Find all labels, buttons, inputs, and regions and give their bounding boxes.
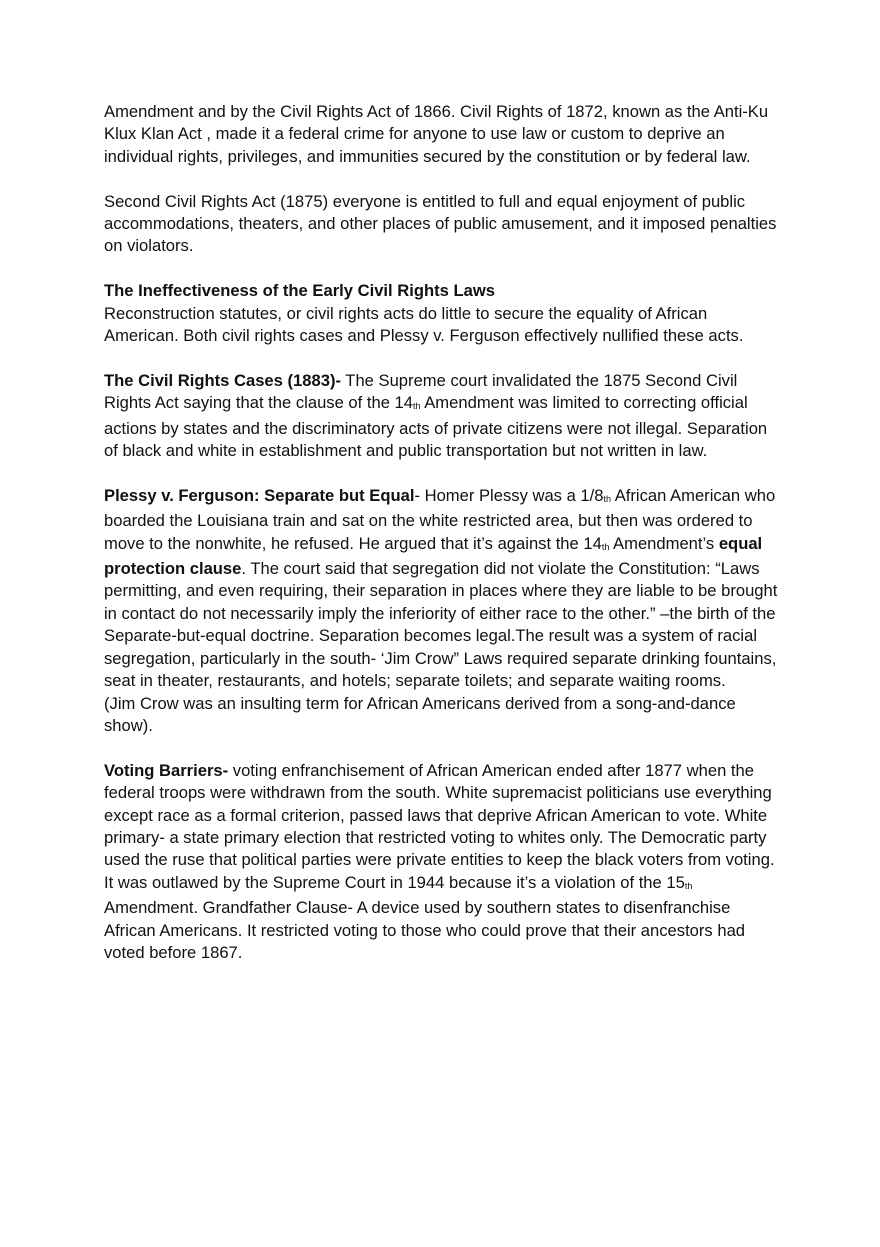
paragraph-text: Amendment was limited to correcting official actions by states and the discriminatory acts of private citizens were not illegal. Separation of black and white in establishment and public transportation but not written in law. [104, 393, 768, 461]
document-body [104, 101, 784, 964]
section-heading: The Civil Rights Cases (1883)- [104, 370, 341, 390]
paragraph-civil-rights-acts [104, 101, 784, 168]
paragraph-text: Amendment. Grandfather Clause- A device used by southern states to disenfranchise African Americans. It restricted voting to those who could prove that their ancestors had voted before 1867. [104, 898, 746, 962]
ordinal-suffix: th [603, 493, 612, 504]
section-heading: Plessy v. Ferguson: Separate but Equal [104, 485, 415, 505]
ordinal-suffix: th [413, 401, 421, 412]
paragraph-text: The Supreme court invalidated the 1875 Second Civil Rights Act saying that the clause of the 14 [104, 370, 738, 413]
paragraph-text: - Homer Plessy was a 1/8 [414, 485, 604, 505]
bold-term: equal protection clause [104, 533, 763, 579]
section-civil-rights-cases [104, 370, 784, 463]
paragraph-text: voting enfranchisement of African American ended after 1877 when the federal troops were withdrawn from the south. White supremacist politicians use everything except race as a formal criterion, passed laws that deprive African American to vote. White primary- a state primary election that restricted voting to whites only. The Democratic party used the ruse that political parties were private entities to keep the black voters from voting. It was outlawed by the Supreme Court in 1944 because it’s a violation of the 15 [104, 760, 775, 892]
paragraph-text: African American who boarded the Louisiana train and sat on the white restricted area, but then was ordered to move to the nonwhite, he refused. He argued that it’s against the 14 [104, 485, 776, 553]
section-heading: The Ineffectiveness of the Early Civil Rights Laws [104, 281, 495, 301]
section-voting-barriers [104, 760, 784, 965]
paragraph-text: Amendment and by the Civil Rights Act of 1866. Civil Rights of 1872, known as the Anti-Ku Klux Klan Act , made it a federal crime for anyone to use law or custom to deprive an individual rights, privileges, and immunities secured by the constitution or by federal law. [104, 102, 769, 166]
paragraph-text: Second Civil Rights Act (1875) everyone is entitled to full and equal enjoyment of public accommodations, theaters, and other places of public amusement, and it imposed penalties on violators. [104, 191, 777, 256]
paragraph-text: Amendment’s [609, 533, 719, 553]
section-ineffectiveness [104, 280, 784, 347]
paragraph-text: . The court said that segregation did not violate the Constitution: “Laws permitting, and even requiring, their separation in places where they are liable to be brought in contact do not necessarily imply the inferiority of either race to the other.” –the birth of the Separate-but-equal doctrine. Separation becomes legal.The result was a system of racial segregation, particularly in the south- ‘Jim Crow” Laws required separate drinking fountains, seat in theater, restaurants, and hotels; separate toilets; and separate waiting rooms. [104, 559, 778, 691]
paragraph-second-civil-rights-act [104, 191, 784, 258]
paragraph-text: Reconstruction statutes, or civil rights acts do little to secure the equality of African American. Both civil rights cases and Plessy v. Ferguson effectively nullified these acts. [104, 303, 744, 346]
ordinal-suffix: th [684, 880, 693, 891]
section-heading: Voting Barriers- [104, 760, 229, 780]
ordinal-suffix: th [601, 541, 610, 552]
paragraph-note: (Jim Crow was an insulting term for African Americans derived from a song-and-dance show). [104, 693, 736, 735]
section-plessy-v-ferguson [104, 485, 784, 737]
